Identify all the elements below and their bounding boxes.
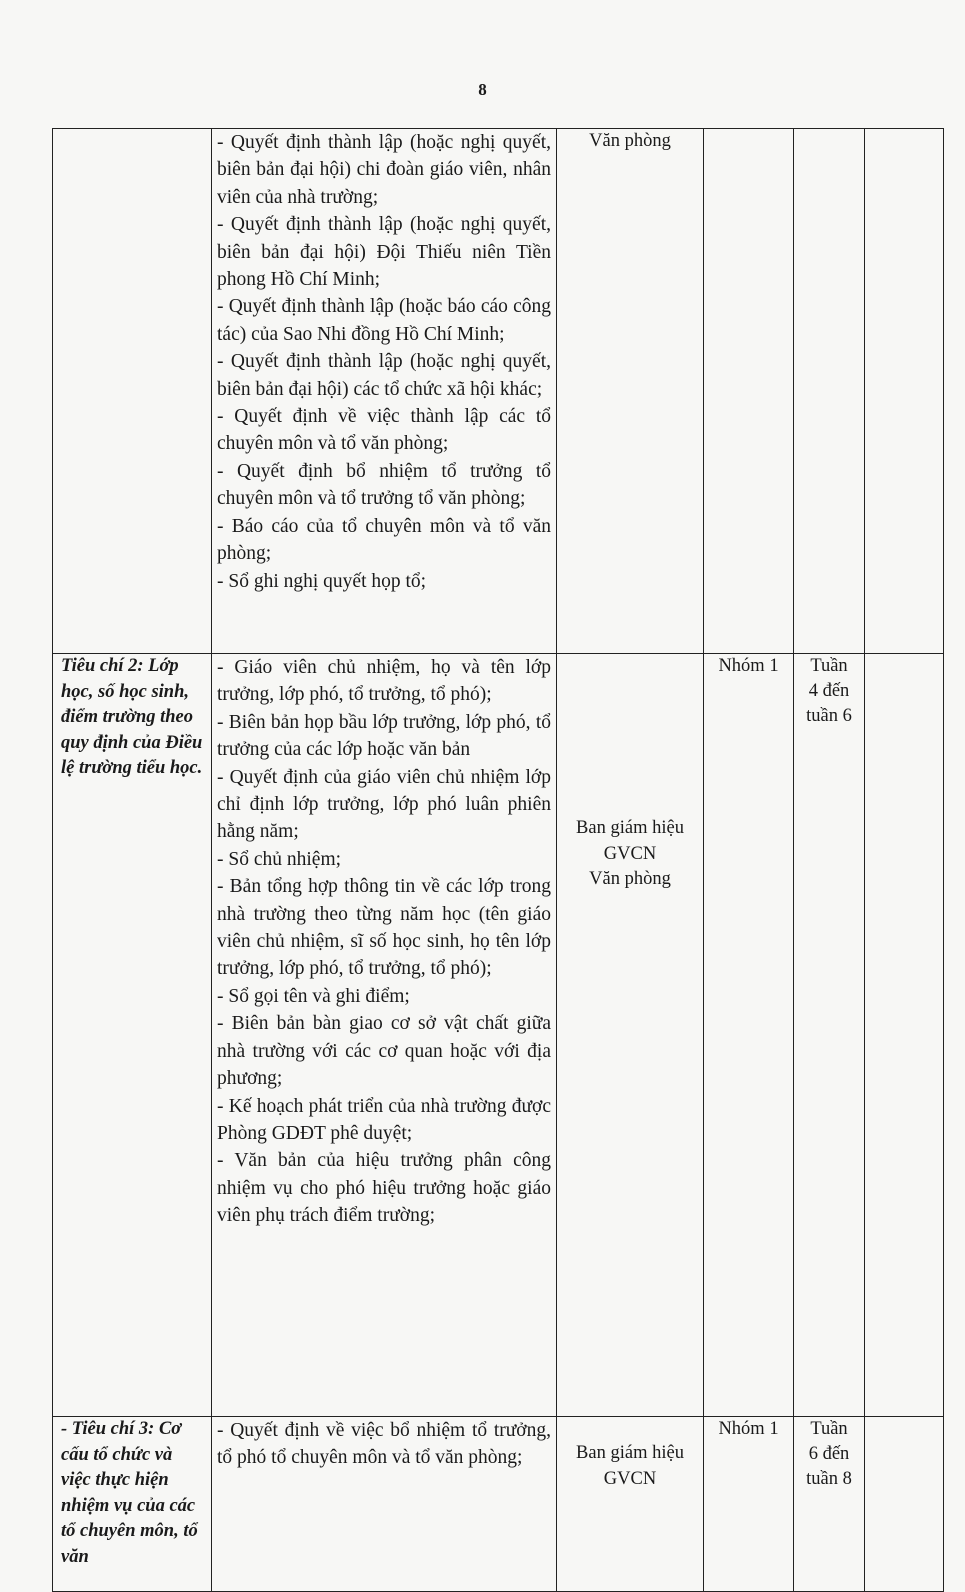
- page-number: 8: [478, 80, 487, 99]
- evidence-item: - Quyết định thành lập (hoặc báo cáo công tác) của Sao Nhi đồng Hồ Chí Minh;: [217, 296, 551, 345]
- evidence-item: - Giáo viên chủ nhiệm, họ và tên lớp trưởng, lớp phó, tổ trưởng, tổ phó);: [217, 657, 551, 706]
- time-cell: [794, 1417, 865, 1592]
- criterion-cell: [53, 129, 212, 654]
- evidence-item: - Kế hoạch phát triển của nhà trường được Phòng GDĐT phê duyệt;: [217, 1095, 551, 1144]
- table-row: [53, 654, 944, 1417]
- evidence-item: - Biên bản bàn giao cơ sở vật chất giữa nhà trường với các cơ quan hoặc với địa phương;: [217, 1013, 551, 1090]
- notes-cell: [865, 654, 944, 1417]
- responsible-unit: Văn phòng: [589, 869, 671, 889]
- table-row: [53, 1417, 944, 1592]
- group-cell: Nhóm 1: [704, 1417, 794, 1592]
- criterion-cell: Tiêu chí 2: Lớp học, số học sinh, điểm trường theo quy định của Điều lệ trường tiểu học.: [53, 654, 212, 1417]
- evidence-item: - Quyết định về việc thành lập các tổ chuyên môn và tổ văn phòng;: [217, 406, 551, 455]
- evidence-list-cell: [212, 129, 557, 654]
- notes-cell: [865, 129, 944, 654]
- responsible-unit-cell: [557, 129, 704, 654]
- time-line: tuần 8: [806, 1469, 852, 1489]
- time-line: 6 đến: [808, 1444, 850, 1464]
- evidence-plan-table: [52, 128, 944, 1592]
- evidence-item: - Sổ gọi tên và ghi điểm;: [217, 985, 410, 1007]
- evidence-item: - Báo cáo của tổ chuyên môn và tổ văn phòng;: [217, 515, 551, 565]
- responsible-unit-cell: [557, 1417, 704, 1592]
- evidence-item: - Quyết định thành lập (hoặc nghị quyết, biên bản đại hội) Đội Thiếu niên Tiền phong Hồ Chí Minh;: [217, 214, 551, 291]
- evidence-item: - Quyết định thành lập (hoặc nghị quyết, biên bản đại hội) các tổ chức xã hội khác;: [217, 351, 551, 400]
- evidence-list-cell: [212, 1417, 557, 1592]
- evidence-list-cell: [212, 654, 557, 1417]
- group-cell: [704, 129, 794, 654]
- time-line: Tuần: [810, 656, 848, 676]
- time-line: 4 đến: [808, 681, 850, 701]
- responsible-unit: GVCN: [603, 1468, 657, 1489]
- responsible-unit: Văn phòng: [589, 131, 671, 151]
- evidence-item: - Văn bản của hiệu trưởng phân công nhiệm vụ cho phó hiệu trưởng hoặc giáo viên phụ trách điểm trường;: [217, 1150, 551, 1227]
- time-cell: [794, 654, 865, 1417]
- evidence-item: - Quyết định của giáo viên chủ nhiệm lớp chỉ định lớp trưởng, lớp phó luân phiên hằng năm;: [217, 766, 551, 843]
- responsible-unit: GVCN: [603, 843, 657, 864]
- evidence-item: - Quyết định thành lập (hoặc nghị quyết, biên bản đại hội) chi đoàn giáo viên, nhân viên của nhà trường;: [217, 132, 551, 208]
- table-row: [53, 129, 944, 654]
- time-line: Tuần: [810, 1419, 848, 1439]
- responsible-unit: Ban giám hiệu: [576, 1443, 684, 1463]
- responsible-unit-cell: [557, 654, 704, 1417]
- evidence-item: - Quyết định về việc bổ nhiệm tổ trưởng, tổ phó tổ chuyên môn và tổ văn phòng;: [217, 1420, 551, 1469]
- evidence-item: - Biên bản họp bầu lớp trưởng, lớp phó, tổ trưởng của các lớp hoặc văn bản: [217, 711, 551, 761]
- notes-cell: [865, 1417, 944, 1592]
- time-cell: [794, 129, 865, 654]
- group-cell: Nhóm 1: [704, 654, 794, 1417]
- evidence-item: - Sổ ghi nghị quyết họp tổ;: [217, 570, 427, 592]
- evidence-item: - Sổ chủ nhiệm;: [217, 848, 342, 870]
- time-line: tuần 6: [806, 706, 852, 726]
- criterion-cell: - Tiêu chí 3: Cơ cấu tổ chức và việc thực hiện nhiệm vụ của các tổ chuyên môn, tổ văn: [53, 1417, 212, 1592]
- responsible-unit: Ban giám hiệu: [576, 818, 684, 838]
- evidence-item: - Bản tổng hợp thông tin về các lớp trong nhà trường theo từng năm học (tên giáo viên chủ nhiệm, sĩ số học sinh, họ tên lớp trưởng, lớp phó, tổ trưởng, tổ phó);: [217, 876, 551, 980]
- evidence-item: - Quyết định bổ nhiệm tổ trưởng tổ chuyên môn và tổ trưởng tổ văn phòng;: [217, 460, 551, 510]
